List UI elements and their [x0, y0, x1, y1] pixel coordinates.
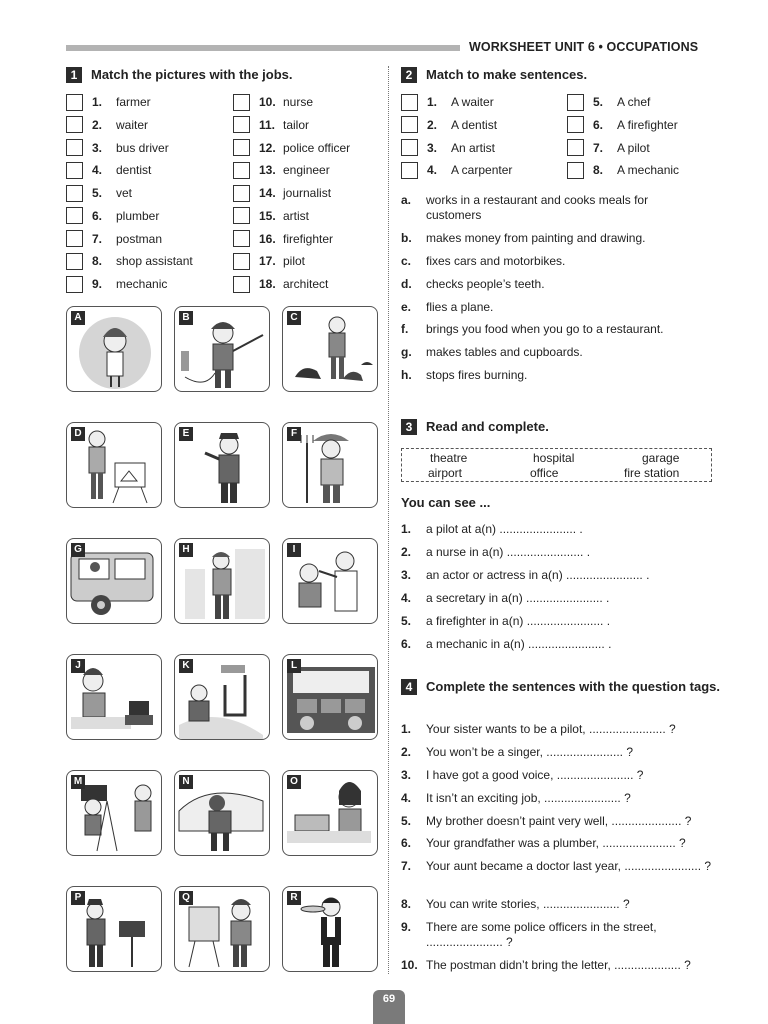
checklist-row	[567, 93, 650, 111]
checklist-row	[233, 139, 350, 157]
question-tag-item	[401, 958, 716, 973]
ex2-title: Match to make sentences.	[426, 67, 588, 82]
ex3-number: 3	[401, 419, 417, 435]
item-text: dentist	[116, 163, 152, 178]
checklist-row	[233, 93, 313, 111]
item-number: 2.	[401, 544, 412, 559]
item-number: 7.	[401, 859, 412, 873]
item-number: 5.	[401, 613, 412, 628]
picture-card-c	[282, 306, 378, 392]
ex2-heading	[401, 67, 587, 83]
item-text: The postman didn’t bring the letter, .................... ?	[426, 958, 691, 972]
item-text: artist	[283, 208, 310, 223]
item-number: 6.	[401, 636, 412, 651]
sentence-ending	[401, 368, 701, 383]
item-text: An artist	[451, 140, 496, 155]
picture-letter: D	[71, 427, 85, 441]
item-number: 18.	[259, 277, 276, 291]
checklist-row	[401, 93, 494, 111]
picture-letter: K	[179, 659, 193, 673]
ex4-number: 4	[401, 679, 417, 695]
picture-card-e	[174, 422, 270, 508]
picture-letter: N	[179, 775, 193, 789]
fill-in-item	[401, 591, 711, 606]
item-text: A carpenter	[451, 163, 513, 178]
word-box	[401, 448, 712, 482]
item-text: Your aunt became a doctor last year, ....................... ?	[426, 859, 712, 873]
item-text: A firefighter	[617, 117, 678, 132]
ending-letter: d.	[401, 277, 412, 291]
fill-in-item	[401, 637, 711, 652]
picture-letter: H	[179, 543, 193, 557]
item-number: 15.	[259, 208, 276, 223]
ending-text: checks people’s teeth.	[426, 277, 545, 291]
answer-checkbox[interactable]	[233, 230, 250, 247]
checklist-row	[401, 116, 497, 134]
item-number: 5.	[401, 814, 412, 828]
picture-card-b	[174, 306, 270, 392]
ending-letter: g.	[401, 345, 412, 359]
question-tag-item	[401, 836, 716, 851]
item-text: shop assistant	[116, 254, 193, 269]
checklist-row	[567, 161, 679, 179]
answer-checkbox[interactable]	[66, 162, 83, 179]
item-number: 10.	[259, 95, 276, 109]
answer-checkbox[interactable]	[567, 94, 584, 111]
picture-card-d	[66, 422, 162, 508]
item-text: plumber	[116, 208, 160, 223]
sentence-ending	[401, 322, 701, 337]
item-text: a mechanic in a(n) ....................... .	[426, 636, 612, 651]
item-number: 16.	[259, 231, 276, 246]
picture-letter: L	[287, 659, 301, 673]
word-box-word: hospital	[533, 451, 575, 465]
item-text: architect	[283, 277, 329, 291]
picture-letter: O	[287, 775, 301, 789]
picture-card-l	[282, 654, 378, 740]
sentence-ending	[401, 300, 701, 315]
checklist-row	[233, 116, 309, 134]
item-number: 4.	[401, 791, 412, 805]
item-number: 1.	[401, 722, 412, 736]
fill-in-item	[401, 568, 711, 583]
item-number: 1.	[401, 522, 412, 536]
sentence-ending	[401, 277, 701, 292]
item-text: Your grandfather was a plumber, ...................... ?	[426, 836, 686, 850]
item-number: 9.	[401, 920, 412, 934]
ending-letter: e.	[401, 300, 412, 314]
picture-card-o	[282, 770, 378, 856]
checklist-row	[66, 252, 193, 270]
ending-letter: f.	[401, 322, 409, 336]
picture-letter: P	[71, 891, 85, 905]
ex3-subheading: You can see ...	[401, 495, 491, 510]
item-number: 11.	[259, 117, 276, 132]
picture-card-g	[66, 538, 162, 624]
item-text: There are some police officers in the street, ....................... ?	[426, 920, 657, 949]
answer-checkbox[interactable]	[233, 207, 250, 224]
item-number: 3.	[92, 140, 103, 155]
answer-checkbox[interactable]	[401, 94, 418, 111]
item-text: You won’t be a singer, ....................... ?	[426, 745, 633, 759]
answer-checkbox[interactable]	[233, 276, 250, 293]
ending-letter: c.	[401, 254, 412, 268]
picture-letter: Q	[179, 891, 193, 905]
checklist-row	[401, 139, 495, 157]
question-tag-item	[401, 920, 716, 950]
ex3-title: Read and complete.	[426, 419, 549, 434]
item-text: mechanic	[116, 277, 168, 291]
ending-text: works in a restaurant and cooks meals for customers	[426, 193, 649, 222]
ex3-heading	[401, 419, 549, 435]
item-text: tailor	[283, 117, 310, 132]
item-text: farmer	[116, 95, 151, 109]
picture-card-m	[66, 770, 162, 856]
item-text: engineer	[283, 163, 330, 178]
item-number: 13.	[259, 163, 276, 178]
item-number: 12.	[259, 140, 276, 155]
question-tag-item	[401, 814, 716, 829]
picture-letter: C	[287, 311, 301, 325]
item-number: 17.	[259, 254, 276, 269]
question-tag-item	[401, 897, 716, 912]
checklist-row	[66, 184, 132, 202]
header-rule	[66, 45, 460, 51]
checklist-row	[66, 161, 151, 179]
answer-checkbox[interactable]	[66, 185, 83, 202]
item-text: A pilot	[617, 140, 650, 155]
picture-letter: M	[71, 775, 85, 789]
picture-letter: I	[287, 543, 301, 557]
page-number: 69	[373, 990, 405, 1024]
item-text: police officer	[283, 140, 351, 155]
checklist-row	[567, 116, 678, 134]
item-number: 4.	[427, 163, 438, 178]
picture-letter: F	[287, 427, 301, 441]
ex1-number: 1	[66, 67, 82, 83]
item-number: 5.	[593, 95, 604, 109]
answer-checkbox[interactable]	[233, 94, 250, 111]
ex4-title: Complete the sentences with the question tags.	[426, 679, 720, 694]
sentence-ending	[401, 254, 701, 269]
ex1-title: Match the pictures with the jobs.	[91, 67, 293, 82]
checklist-row	[401, 161, 512, 179]
question-tag-item	[401, 768, 716, 783]
ending-text: flies a plane.	[426, 300, 494, 314]
ex2-number: 2	[401, 67, 417, 83]
checklist-row	[233, 161, 330, 179]
answer-checkbox[interactable]	[66, 207, 83, 224]
item-number: 1.	[92, 95, 103, 109]
item-number: 2.	[401, 745, 412, 759]
answer-checkbox[interactable]	[66, 116, 83, 133]
item-number: 6.	[593, 117, 604, 132]
word-box-word: airport	[428, 466, 463, 480]
item-number: 7.	[593, 140, 604, 155]
item-text: waiter	[116, 117, 149, 132]
item-text: journalist	[283, 186, 332, 200]
item-text: A dentist	[451, 117, 498, 132]
checklist-row	[66, 230, 162, 248]
item-number: 8.	[401, 897, 412, 911]
item-number: 14.	[259, 186, 276, 200]
ending-text: makes tables and cupboards.	[426, 345, 583, 359]
sentence-ending	[401, 193, 701, 223]
item-text: A chef	[617, 95, 651, 109]
item-number: 4.	[92, 163, 103, 178]
answer-checkbox[interactable]	[66, 253, 83, 270]
picture-card-f	[282, 422, 378, 508]
checklist-row	[567, 139, 650, 157]
item-number: 8.	[92, 254, 103, 269]
item-number: 1.	[427, 95, 438, 109]
item-text: a secretary in a(n) ....................... .	[426, 590, 610, 605]
picture-card-n	[174, 770, 270, 856]
item-text: I have got a good voice, ....................... ?	[426, 768, 644, 782]
sentence-ending	[401, 231, 701, 246]
answer-checkbox[interactable]	[233, 253, 250, 270]
picture-card-q	[174, 886, 270, 972]
item-text: bus driver	[116, 140, 169, 155]
answer-checkbox[interactable]	[567, 116, 584, 133]
picture-card-i	[282, 538, 378, 624]
picture-letter: R	[287, 891, 301, 905]
picture-letter: A	[71, 311, 85, 325]
checklist-row	[66, 207, 159, 225]
picture-card-r	[282, 886, 378, 972]
ending-text: makes money from painting and drawing.	[426, 231, 646, 245]
checklist-row	[233, 207, 309, 225]
answer-checkbox[interactable]	[401, 139, 418, 156]
picture-letter: J	[71, 659, 85, 673]
picture-letter: B	[179, 311, 193, 325]
item-text: It isn’t an exciting job, ....................... ?	[426, 791, 631, 805]
ending-text: fixes cars and motorbikes.	[426, 254, 566, 268]
question-tag-item	[401, 791, 716, 806]
word-box-word: office	[530, 466, 559, 480]
item-text: Your sister wants to be a pilot, ....................... ?	[426, 722, 676, 736]
answer-checkbox[interactable]	[233, 116, 250, 133]
item-number: 2.	[427, 117, 438, 132]
answer-checkbox[interactable]	[233, 139, 250, 156]
picture-card-a	[66, 306, 162, 392]
fill-in-item	[401, 614, 711, 629]
fill-in-item	[401, 522, 711, 537]
answer-checkbox[interactable]	[66, 230, 83, 247]
item-text: postman	[116, 231, 163, 246]
ex4-heading	[401, 679, 721, 695]
item-number: 7.	[92, 231, 103, 246]
checklist-row	[66, 93, 151, 111]
answer-checkbox[interactable]	[567, 139, 584, 156]
checklist-row	[233, 230, 333, 248]
item-number: 3.	[401, 768, 412, 782]
picture-card-k	[174, 654, 270, 740]
question-tag-item	[401, 859, 716, 874]
ex1-heading	[66, 67, 293, 83]
ending-letter: b.	[401, 231, 412, 245]
item-number: 6.	[92, 208, 103, 223]
picture-letter: G	[71, 543, 85, 557]
ending-text: brings you food when you go to a restaurant.	[426, 322, 664, 336]
item-number: 8.	[593, 163, 604, 178]
answer-checkbox[interactable]	[401, 162, 418, 179]
checklist-row	[233, 252, 305, 270]
picture-card-j	[66, 654, 162, 740]
item-text: pilot	[283, 254, 306, 269]
fill-in-item	[401, 545, 711, 560]
item-number: 10.	[401, 958, 418, 972]
word-box-word: theatre	[430, 451, 468, 465]
item-number: 2.	[92, 117, 103, 132]
answer-checkbox[interactable]	[401, 116, 418, 133]
answer-checkbox[interactable]	[567, 162, 584, 179]
item-text: firefighter	[283, 231, 334, 246]
question-tag-item	[401, 745, 716, 760]
item-number: 4.	[401, 590, 412, 605]
word-box-word: garage	[642, 451, 680, 465]
item-text: an actor or actress in a(n) ....................... .	[426, 567, 650, 582]
sentence-ending	[401, 345, 701, 360]
answer-checkbox[interactable]	[233, 185, 250, 202]
item-number: 3.	[401, 567, 412, 582]
item-text: You can write stories, ....................... ?	[426, 897, 630, 911]
item-text: a firefighter in a(n) ....................... .	[426, 613, 611, 628]
answer-checkbox[interactable]	[66, 94, 83, 111]
worksheet-title: WORKSHEET UNIT 6 • OCCUPATIONS	[469, 40, 699, 54]
ending-letter: a.	[401, 193, 412, 207]
item-number: 9.	[92, 277, 103, 291]
ending-text: stops fires burning.	[426, 368, 528, 382]
checklist-row	[66, 116, 148, 134]
picture-letter: E	[179, 427, 193, 441]
item-text: a pilot at a(n) ....................... .	[426, 522, 583, 536]
checklist-row	[66, 139, 169, 157]
question-tag-item	[401, 722, 716, 737]
checklist-row	[233, 184, 331, 202]
word-box-word: fire station	[624, 466, 680, 480]
answer-checkbox[interactable]	[66, 276, 83, 293]
picture-card-p	[66, 886, 162, 972]
item-text: A waiter	[451, 95, 494, 109]
checklist-row	[233, 275, 328, 293]
item-number: 3.	[427, 140, 438, 155]
item-text: vet	[116, 186, 133, 200]
item-number: 5.	[92, 186, 103, 200]
answer-checkbox[interactable]	[66, 139, 83, 156]
item-text: nurse	[283, 95, 314, 109]
item-text: My brother doesn’t paint very well, ..................... ?	[426, 814, 692, 828]
item-number: 6.	[401, 836, 412, 850]
column-divider	[388, 66, 389, 974]
answer-checkbox[interactable]	[233, 162, 250, 179]
item-text: A mechanic	[617, 163, 680, 178]
ending-letter: h.	[401, 368, 412, 382]
picture-card-h	[174, 538, 270, 624]
item-text: a nurse in a(n) ....................... .	[426, 544, 591, 559]
checklist-row	[66, 275, 167, 293]
